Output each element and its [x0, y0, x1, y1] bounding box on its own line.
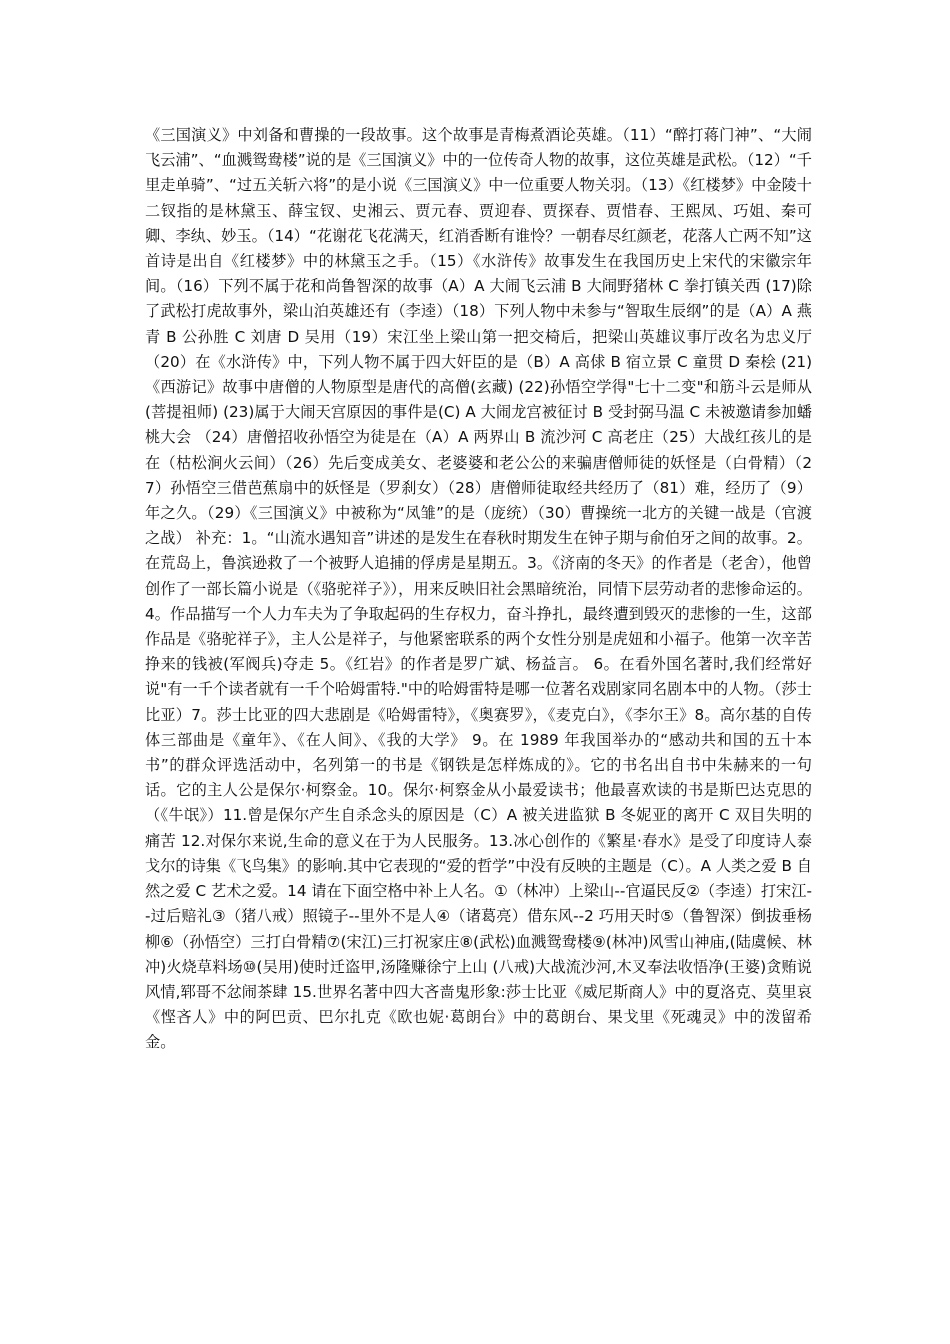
document-body-text: 《三国演义》中刘备和曹操的一段故事。这个故事是青梅煮酒论英雄。（11）“醉打蒋门神”、“大闹飞云浦”、“血溅鸳鸯楼”说的是《三国演义》中的一位传奇人物的故事，这位英雄是武松。（12）“千里走单骑”、“过五关斩六将”的是小说《三国演义》中一位重要人物关羽。（13）《红楼梦》中金陵十二钗指的是林黛玉、薛宝钗、史湘云、贾元春、贾迎春、贾探春、贾惜春、王熙凤、巧姐、秦可卿、李纨、妙玉。（14）“花谢花飞花满天，红消香断有谁怜？一朝春尽红颜老，花落人亡两不知”这首诗是出自《红楼梦》中的林黛玉之手。（15）《水浒传》故事发生在我国历史上宋代的宋徽宗年间。（16）下列不属于花和尚鲁智深的故事（A）A 大闹飞云浦 B 大闹野猪林 C 拳打镇关西 (17)除了武松打虎故事外，梁山泊英雄还有（李逵）（18）下列人物中未参与“智取生辰纲”的是（A）A 燕青 B 公孙胜 C 刘唐 D 吴用（19）宋江坐上梁山第一把交椅后，把梁山英雄议事厅改名为忠义厅（20）在《水浒传》中，下列人物不属于四大奸臣的是（B）A 高俅 B 宿立景 C 童贯 D 秦桧 (21)《西游记》故事中唐僧的人物原型是唐代的高僧(玄藏) (22)孙悟空学得"七十二变"和筋斗云是师从(菩提祖师) (23)属于大闹天宫原因的事件是(C) A 大闹龙宫被征讨 B 受封弼马温 C 未被邀请参加蟠桃大会 （24）唐僧招收孙悟空为徒是在（A）A 两界山 B 流沙河 C 高老庄（25）大战红孩儿的是在（枯松涧火云间）（26）先后变成美女、老婆婆和老公公的来骗唐僧师徒的妖怪是（白骨精）（27）孙悟空三借芭蕉扇中的妖怪是（罗刹女）（28）唐僧师徒取经共经历了（81）难，经历了（9）年之久。（29）《三国演义》中被称为“凤雏”的是（庞统）（30）曹操统一北方的关键一战是（官渡之战） 补充：1。“山流水遇知音”讲述的是发生在春秋时期发生在钟子期与俞伯牙之间的故事。2。在荒岛上，鲁滨逊救了一个被野人追捕的俘虏是星期五。3。《济南的冬天》的作者是（老舍），他曾创作了一部长篇小说是（《骆驼祥子》），用来反映旧社会黑暗统治，同情下层劳动者的悲惨命运的。4。作品描写一个人力车夫为了争取起码的生存权力，奋斗挣扎，最终遭到毁灭的悲惨的一生，这部作品是《骆驼祥子》，主人公是祥子，与他紧密联系的两个女性分别是虎妞和小福子。他第一次辛苦挣来的钱被(军阀兵)夺走 5。《红岩》的作者是罗广斌、杨益言。 6。在看外国名著时,我们经常好说"有一千个读者就有一千个哈姆雷特."中的哈姆雷特是哪一位著名戏剧家同名剧本中的人物。（莎士比亚）7。莎士比亚的四大悲剧是《哈姆雷特》，《奥赛罗》，《麦克白》，《李尔王》8。高尔基的自传体三部曲是《童年》、《在人间》、《我的大学》 9。在 1989 年我国举办的“感动共和国的五十本书”的群众评选活动中，名列第一的书是《钢铁是怎样炼成的》。它的书名出自书中朱赫来的一句话。它的主人公是保尔·柯察金。10。保尔·柯察金从小最爱读书；他最喜欢读的书是斯巴达克思的（《牛氓》）11.曾是保尔产生自杀念头的原因是（C）A 被关进监狱 B 冬妮亚的离开 C 双目失明的痛苦 12.对保尔来说,生命的意义在于为人民服务。13.冰心创作的《繁星·春水》是受了印度诗人泰戈尔的诗集《飞鸟集》的影响.其中它表现的“爱的哲学”中没有反映的主题是（C）。A 人类之爱 B 自然之爱 C 艺术之爱。14 请在下面空格中补上人名。①（林冲）上梁山--官逼民反②（李逵）打宋江--过后赔礼③（猪八戒）照镜子--里外不是人④（诸葛亮）借东风--2 巧用天时⑤（鲁智深）倒拔垂杨柳⑥（孙悟空）三打白骨精⑦(宋江)三打祝家庄⑧(武松)血溅鸳鸯楼⑨(林冲)风雪山神庙,(陆虞候、林冲)火烧草料场⑩(吴用)使时迁盗甲,汤隆赚徐宁上山 (八戒)大战流沙河,木叉奉法收悟净(王婆)贪贿说风情,郓哥不忿闹茶肆 15.世界名著中四大吝啬鬼形象:莎士比亚《威尼斯商人》中的夏洛克、莫里哀《悭吝人》中的阿巴贡、巴尔扎克《欧也妮·葛朗台》中的葛朗台、果戈里《死魂灵》中的泼留希金。	[145, 126, 812, 1052]
